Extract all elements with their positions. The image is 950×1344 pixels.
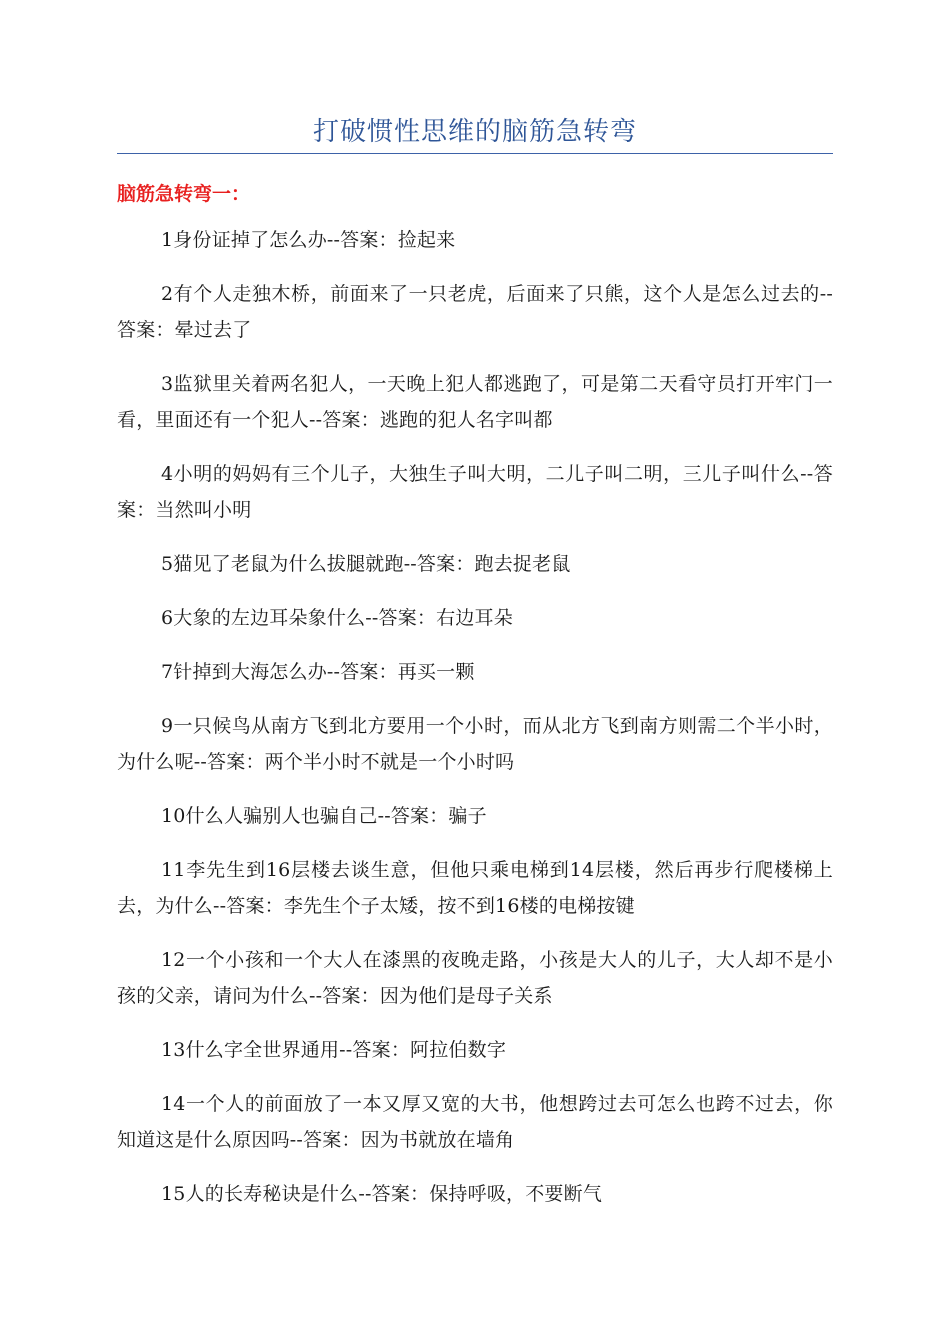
riddle-item: 2有个人走独木桥，前面来了一只老虎，后面来了只熊，这个人是怎么过去的--答案：晕过去了	[117, 283, 833, 341]
riddle-item: 7针掉到大海怎么办--答案：再买一颗	[161, 661, 475, 683]
riddle-item: 3监狱里关着两名犯人，一天晚上犯人都逃跑了，可是第二天看守员打开牢门一看，里面还有一个犯人--答案：逃跑的犯人名字叫都	[117, 373, 833, 431]
riddle-item: 1身份证掉了怎么办--答案：捡起来	[161, 229, 456, 251]
riddle-item: 15人的长寿秘诀是什么--答案：保持呼吸，不要断气	[161, 1183, 603, 1205]
riddle-item: 5猫见了老鼠为什么拔腿就跑--答案：跑去捉老鼠	[161, 553, 571, 575]
riddle-item: 9一只候鸟从南方飞到北方要用一个小时，而从北方飞到南方则需二个半小时，为什么呢--答案：两个半小时不就是一个小时吗	[117, 715, 833, 773]
section-heading: 脑筋急转弯一：	[117, 183, 251, 205]
document-title: 打破惯性思维的脑筋急转弯	[312, 117, 637, 147]
riddle-item: 11李先生到16层楼去谈生意，但他只乘电梯到14层楼，然后再步行爬楼梯上去，为什么--答案：李先生个子太矮，按不到16楼的电梯按键	[117, 859, 833, 917]
riddle-item: 13什么字全世界通用--答案：阿拉伯数字	[161, 1039, 507, 1061]
title-underline	[117, 153, 833, 154]
riddle-item: 14一个人的前面放了一本又厚又宽的大书，他想跨过去可怎么也跨不过去，你知道这是什么原因吗--答案：因为书就放在墙角	[117, 1093, 833, 1151]
riddle-item: 10什么人骗别人也骗自己--答案：骗子	[161, 805, 487, 827]
riddle-item: 12一个小孩和一个大人在漆黑的夜晚走路，小孩是大人的儿子，大人却不是小孩的父亲，请问为什么--答案：因为他们是母子关系	[117, 949, 833, 1007]
riddle-list	[117, 222, 833, 1230]
riddle-item: 6大象的左边耳朵象什么--答案：右边耳朵	[161, 607, 513, 629]
riddle-item: 4小明的妈妈有三个儿子，大独生子叫大明，二儿子叫二明，三儿子叫什么--答案：当然叫小明	[117, 463, 833, 521]
